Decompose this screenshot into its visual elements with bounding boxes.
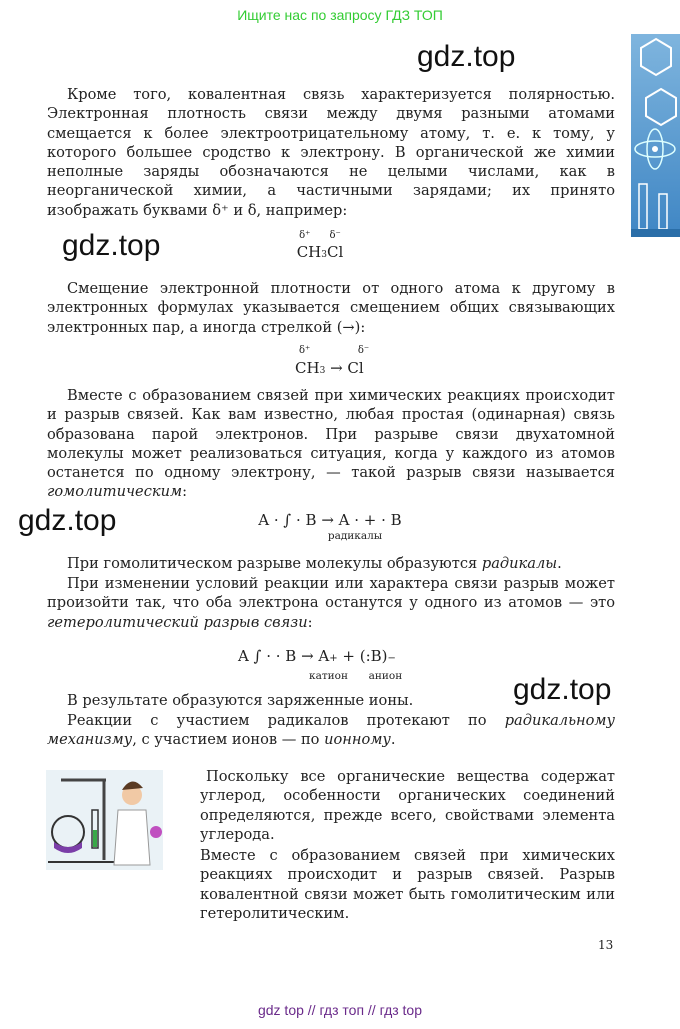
summary-text: Поскольку все органические вещества содержат углерод, особенности органических соединений определяются, прежде всего, свойствами элемента углерода. [200,768,615,843]
paragraph-heterolytic [47,574,615,632]
scientist-lab-illustration [46,770,163,870]
formula-ch: CH [296,243,322,261]
delta-minus-label: δ⁻ [329,230,341,241]
cation-label: катион [309,670,348,682]
paragraph-mechanisms [47,711,615,750]
term-heterolytic: гетеролитический разрыв связи [47,613,308,631]
molecule-illustration-icon [631,34,680,237]
formula-homolytic [250,510,410,542]
formula-subscript: 3 [319,366,326,376]
delta-minus-label: δ⁻ [357,345,370,356]
scientist-lab-icon [46,770,163,870]
paragraph-radicals [47,554,615,573]
watermark: gdz.top [417,40,516,73]
radicals-label: радикалы [327,530,383,542]
formula-arrow-cl: → Cl [330,359,364,377]
delta-plus-label: δ⁺ [299,345,311,356]
term-ionic: ионному [324,731,391,749]
formula-cl: Cl [327,243,344,261]
punctuation: : [307,613,313,631]
formula-subscript: 3 [321,250,327,260]
term-radicals: радикалы [481,555,558,572]
top-banner[interactable]: Ищите нас по запросу ГДЗ ТОП [237,7,443,23]
paragraph-polarity [47,85,615,220]
summary-text: Вместе с образованием связей при химических реакциях происходит и разрыв связей. Разрыв ковалентной связи может быть гомолитическим или гетеролитическим. [200,847,615,922]
paragraph-bond-breaking [47,386,615,502]
punctuation: : [182,483,187,501]
chemistry-side-image [631,34,680,237]
punctuation: . [557,555,562,572]
formula-atom-a: A [238,647,249,665]
anion-charge: − [387,653,396,664]
anion-label: анион [368,670,403,682]
term-radical-mechanism: радикальному механизму [47,712,615,749]
formula-ch3-arrow-cl [285,342,385,382]
formula-anion: + (:B) [342,647,388,665]
paragraph-text: Кроме того, ковалентная связь характеризуется полярностью. Электронная плотность связи между двумя разными атомами смещается к более электроотрицательному атому, т. е. к тому, у которого большее сродство к электрону. В органической же химии неполные заряды обозначаются не целыми числами, как в неорганической химии, а частичными зарядами; их принято изображать буквами δ⁺ и δ, например: [47,86,615,219]
paragraph-electron-shift [47,279,615,337]
paragraph-text: Смещение электронной плотности от одного атома к другому в электронных формулах указывается смещением общих связывающих электронных пар, а иногда стрелкой (→): [47,280,615,336]
summary-carbon [200,767,615,844]
paragraph-text: , с участием ионов — по [132,731,325,749]
watermark: gdz.top [18,504,117,537]
formula-ch3cl-partial-charges [290,227,350,265]
footer-links[interactable]: gdz top // гдз топ // гдз top [257,1002,423,1018]
watermark: gdz.top [513,673,612,706]
formula-middle: ∫ · · B → A [253,647,330,665]
paragraph-ions [47,691,615,710]
page-number: 13 [598,938,614,952]
formula-ch: CH [295,359,320,377]
delta-plus-label: δ⁺ [299,230,311,241]
formula-homolytic-equation: A · ∫ · B → A · + · B [258,511,402,529]
term-homolytic: гомолитическим [47,483,183,501]
paragraph-text: Вместе с образованием связей при химических реакциях происходит и разрыв связей. Как вам известно, любая простая (одинарная) связь образована парой электронов. При разрыве связи двухатомной молекулы может реализоваться ситуация, когда у каждого из атомов останется по одному электрону, — такой разрыв связи называется [47,387,615,482]
paragraph-text: В результате образуются заряженные ионы. [67,692,414,709]
punctuation: . [390,731,396,749]
formula-heterolytic [238,645,438,682]
cation-charge: + [329,653,338,664]
paragraph-text: При гомолитическом разрыве молекулы образуются [67,555,482,572]
watermark: gdz.top [62,229,161,262]
paragraph-text: При изменении условий реакции или характера связи разрыв может произойти так, что оба электрона останутся у одного из атомов — это [47,575,615,612]
paragraph-text: Реакции с участием радикалов протекают по [67,712,505,729]
summary-bond-breaking [200,846,615,923]
